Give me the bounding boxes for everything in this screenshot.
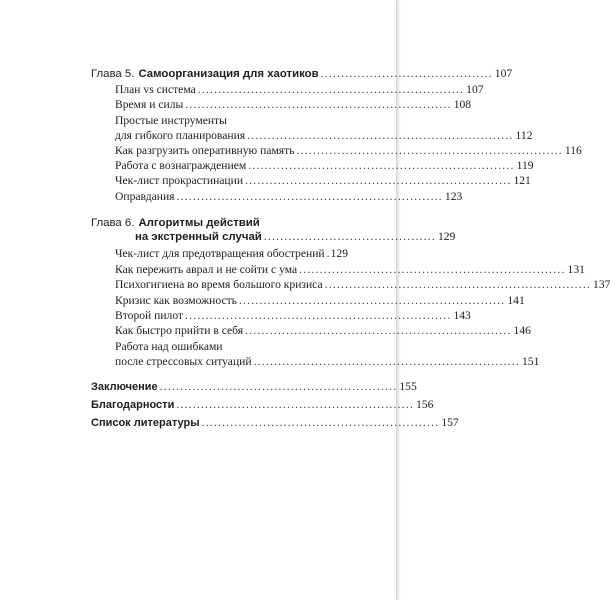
toc-item-line1: Простые инструменты (115, 114, 227, 127)
chapter-6-heading (91, 214, 260, 230)
chapter-5-entry[interactable] (91, 65, 513, 81)
toc-item[interactable]: для гибкого планирования ................................................................. 112 (115, 129, 533, 142)
toc-item[interactable]: Работа с вознаграждением ................................................................. 119 (115, 159, 534, 172)
toc-item[interactable]: после стрессовых ситуаций ................................................................. 151 (115, 355, 540, 368)
toc-item[interactable]: Оправдания ................................................................. 123 (115, 190, 463, 203)
chapter-5-title: Самоорганизация для хаотиков (138, 68, 319, 80)
toc-item[interactable]: Как разгрузить оперативную память ................................................................. 116 (115, 144, 582, 157)
toc-item[interactable]: Кризис как возможность ................................................................. 141 (115, 294, 525, 307)
leader-dots: .......................................... (263, 230, 436, 243)
chapter-5-page: 107 (494, 67, 513, 80)
toc-item[interactable]: Время и силы ................................................................. 108 (115, 98, 472, 111)
chapter-6-title-line2: на экстренный случай (135, 231, 262, 243)
toc-item[interactable]: Как быстро прийти в себя ................................................................. 146 (115, 324, 531, 337)
chapter-6-page: 129 (437, 230, 456, 243)
leader-dots: .......................................................... (159, 380, 398, 393)
chapter-6-prefix: Глава 6. (91, 217, 135, 229)
acknowledgements-entry[interactable]: Благодарности .......................................................... 156 (91, 398, 434, 411)
toc-item[interactable]: План vs система ................................................................. 107 (115, 83, 484, 96)
conclusion-entry[interactable]: Заключение .......................................................... 155 (91, 380, 417, 393)
chapter-6-title-line1: Алгоритмы действий (138, 217, 260, 229)
leader-dots: .......................................................... (201, 416, 440, 429)
leader-dots: .......................................... (320, 67, 493, 80)
toc-item[interactable]: Чек-лист прокрастинации ................................................................. 121 (115, 174, 531, 187)
chapter-5-prefix: Глава 5. (91, 68, 135, 80)
toc-item[interactable]: Как пережить аврал и не сойти с ума ................................................................. 131 (115, 263, 585, 276)
bibliography-entry[interactable]: Список литературы .......................................................... 157 (91, 416, 459, 429)
toc-item-line1: Работа над ошибками (115, 340, 223, 353)
toc-item[interactable]: Второй пилот ................................................................. 143 (115, 309, 471, 322)
toc-item[interactable]: Психогигиена во время большого кризиса ................................................................. 137 (115, 278, 610, 291)
chapter-6-entry[interactable] (135, 229, 456, 245)
leader-dots: .......................................................... (176, 398, 415, 411)
toc-item[interactable]: Чек-лист для предотвращения обострений 129 (115, 247, 348, 260)
